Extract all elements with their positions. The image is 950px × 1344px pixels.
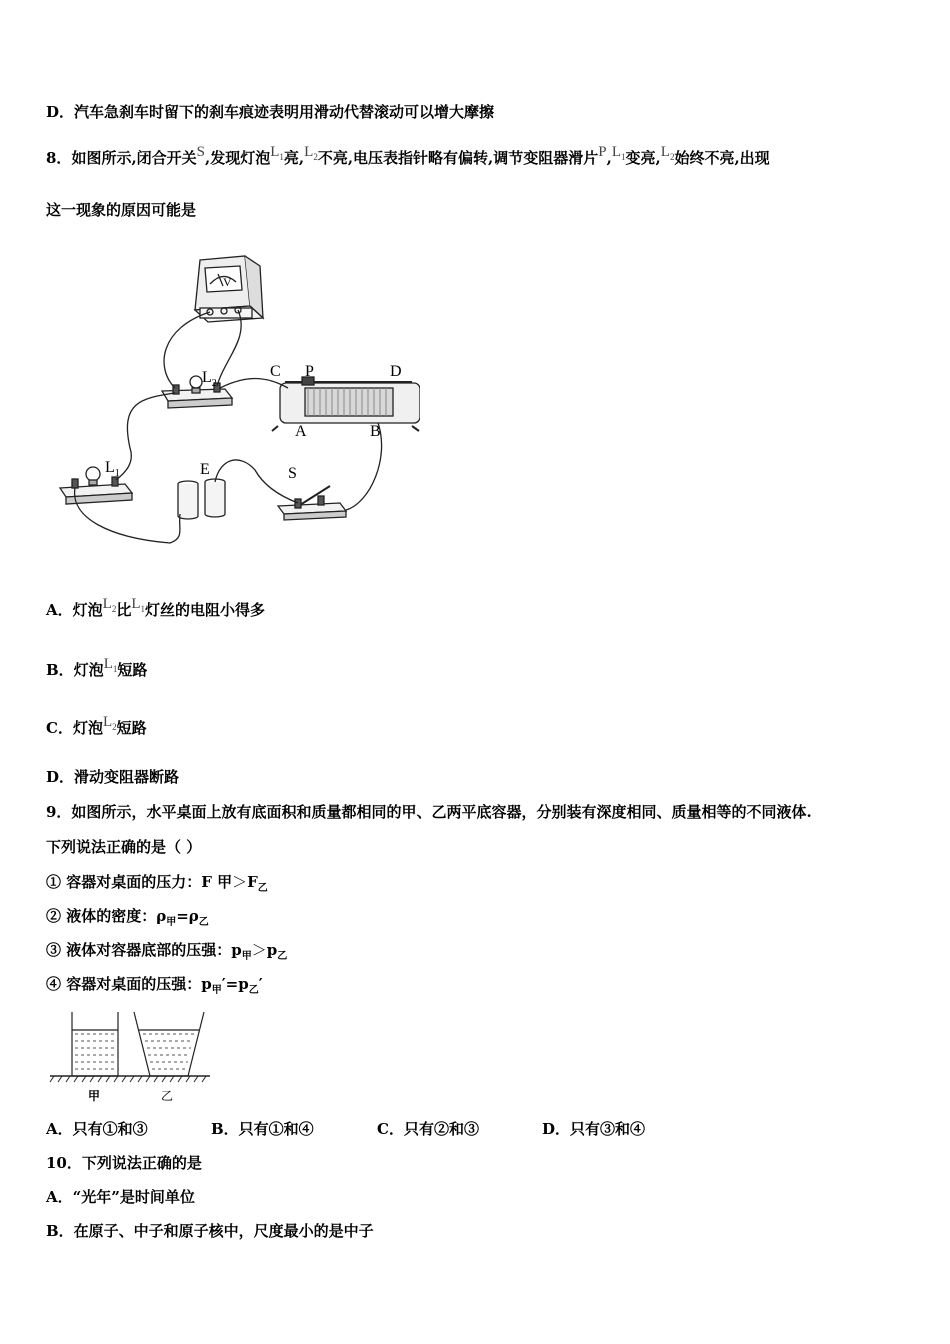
label-jia: 甲 bbox=[88, 1089, 101, 1103]
q9-statement-3: ③ 液体对容器底部的压强：$p_甲>p_乙$ bbox=[46, 941, 288, 962]
q10-option-b: B．在原子、中子和原子核中，尺度最小的是中子 bbox=[46, 1222, 374, 1240]
circuit-diagram bbox=[50, 248, 420, 548]
symbol-L2: $L_2$ bbox=[660, 144, 675, 162]
q9-option-c: C．只有②和③ bbox=[377, 1120, 479, 1138]
q9-option-b: B．只有①和④ bbox=[211, 1120, 314, 1138]
q8-stem-line2: 这一现象的原因可能是 bbox=[46, 201, 197, 219]
label-yi: 乙 bbox=[161, 1089, 174, 1103]
symbol-L2: $L_2$ bbox=[304, 144, 318, 162]
symbol-L1: $L_1$ bbox=[611, 144, 626, 162]
q8-option-c: C．灯泡$L_2$短路 bbox=[46, 714, 147, 737]
q7-option-d: D．汽车急刹车时留下的刹车痕迹表明用滑动代替滚动可以增大摩擦 bbox=[46, 103, 495, 121]
containers-diagram bbox=[48, 1008, 218, 1106]
label-D: D bbox=[390, 363, 402, 380]
q9-stem-line1: 9．如图所示，水平桌面上放有底面积和质量都相同的甲、乙两平底容器，分别装有深度相同、质量相等的不同液体. bbox=[46, 803, 812, 821]
l1-base bbox=[60, 467, 132, 504]
q8-stem-line1: 8．如图所示,闭合开关S,发现灯泡$L_1$亮$,L_2$不亮,电压表指针略有偏转,调节变阻器滑片$P,L_1$变亮$,L_2$始终不亮,出现 bbox=[46, 144, 770, 167]
voltmeter bbox=[195, 256, 263, 322]
q9-statement-1: ① 容器对桌面的压力：F 甲$>F_乙$ bbox=[46, 873, 268, 894]
symbol-S: S bbox=[196, 144, 206, 160]
q9-statement-4: ④ 容器对桌面的压强：$p_甲'=p_乙'$ bbox=[46, 975, 263, 996]
symbol-P: P bbox=[598, 144, 607, 160]
q9-statement-2: ② 液体的密度：$\rho_甲=\rho_乙$ bbox=[46, 907, 209, 928]
q10-option-a: A．“光年”是时间单位 bbox=[46, 1188, 195, 1206]
q9-option-d: D．只有③和④ bbox=[542, 1120, 646, 1138]
q8-option-b: B．灯泡$L_1$短路 bbox=[46, 656, 148, 679]
l2-base bbox=[162, 376, 232, 408]
q8-option-d: D．滑动变阻器断路 bbox=[46, 768, 180, 786]
switch bbox=[278, 486, 346, 520]
q9-stem-line2: 下列说法正确的是（ ） bbox=[46, 838, 202, 856]
q10-stem: 10．下列说法正确的是 bbox=[46, 1154, 202, 1172]
symbol-L1: $L_1$ bbox=[270, 144, 284, 162]
label-P: P bbox=[305, 363, 314, 380]
q9-option-a: A．只有①和③ bbox=[46, 1120, 148, 1138]
label-V: V bbox=[223, 275, 232, 289]
label-E: E bbox=[200, 461, 210, 478]
label-C: C bbox=[270, 363, 281, 380]
label-B: B bbox=[370, 423, 381, 440]
label-S: S bbox=[288, 465, 297, 482]
battery bbox=[178, 479, 225, 519]
label-L2: $L_2$ bbox=[202, 369, 217, 389]
label-A: A bbox=[295, 423, 307, 440]
q8-option-a: A．灯泡$L_2$比$L_1$灯丝的电阻小得多 bbox=[46, 596, 266, 619]
label-L1: $L_1$ bbox=[105, 459, 120, 479]
